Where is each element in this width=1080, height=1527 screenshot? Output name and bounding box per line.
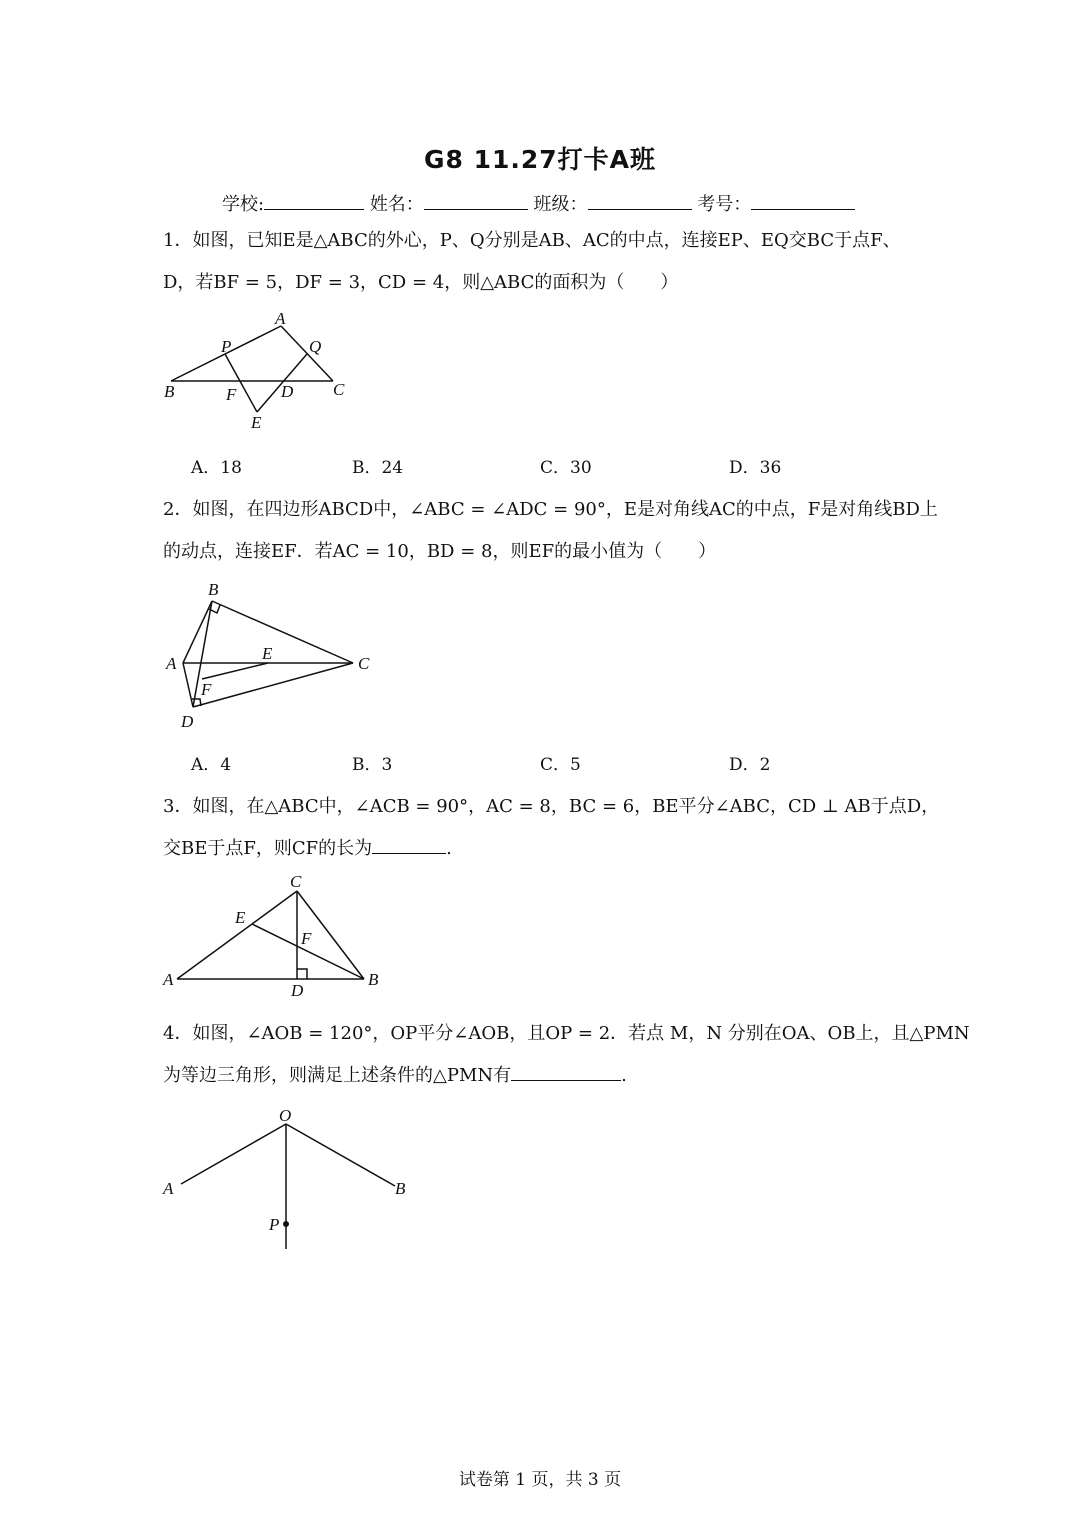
question-3-figure [155, 868, 395, 1008]
q1-label-a: A [275, 309, 286, 328]
q2-label-a: A [166, 654, 177, 673]
exam-no-blank [751, 191, 855, 210]
question-2-option-d[interactable]: D．2 [729, 755, 771, 775]
q2-label-c: C [358, 654, 370, 673]
school-label: 学校: [222, 194, 265, 215]
q1-label-p: P [221, 337, 232, 356]
name-label: 姓名： [369, 194, 424, 215]
question-1-figure [155, 308, 355, 438]
student-info-line [222, 190, 855, 216]
question-1-number: 1． [163, 230, 193, 251]
q1-label-b: B [164, 382, 175, 401]
q2-segment-dc [193, 663, 353, 707]
question-4-figure [155, 1100, 425, 1255]
class-blank [588, 191, 692, 210]
q2-label-b: B [208, 580, 219, 599]
question-2-text-1: 如图，在四边形ABCD中，∠ABC = ∠ADC = 90°，E是对角线AC的中点，F是对角线BD上 [192, 499, 938, 520]
question-2-line-1 [163, 495, 938, 521]
question-3-answer-blank[interactable] [372, 837, 446, 854]
question-1-line-1 [163, 226, 923, 252]
q3-segment-ac [177, 891, 297, 979]
name-blank [424, 191, 528, 210]
q1-segment-ac [281, 326, 333, 381]
q4-label-p: P [269, 1215, 280, 1234]
q1-label-q: Q [309, 337, 322, 356]
question-1-line-2: D，若BF = 5，DF = 3，CD = 4，则△ABC的面积为（ ） [163, 272, 679, 293]
question-4-text-2b: . [621, 1065, 627, 1086]
question-1-option-c[interactable]: C．30 [540, 458, 592, 478]
page-title: G8 11.27打卡A班 [423, 145, 657, 174]
question-3-line-1 [163, 792, 940, 818]
question-1-option-a[interactable]: A．18 [191, 458, 242, 478]
question-4-line-1 [163, 1019, 970, 1045]
q4-point-p [283, 1221, 289, 1227]
q3-label-a: A [163, 970, 174, 989]
question-3-line-2 [163, 834, 923, 860]
q4-ray-oa [181, 1124, 286, 1184]
class-label: 班级： [533, 194, 588, 215]
question-3-text-2b: . [446, 838, 452, 859]
question-3-number: 3． [163, 796, 193, 817]
question-3-text-2a: 交BE于点F，则CF的长为 [163, 838, 373, 859]
q4-ray-ob [286, 1124, 395, 1186]
question-1-option-b[interactable]: B．24 [352, 458, 404, 478]
q3-label-e: E [235, 908, 246, 927]
question-2-number: 2． [163, 499, 193, 520]
question-2-option-b[interactable]: B．3 [352, 755, 393, 775]
q3-label-b: B [368, 970, 379, 989]
q3-label-d: D [291, 981, 304, 1000]
q1-label-f: F [226, 385, 237, 404]
q2-label-f: F [201, 680, 212, 699]
question-4-line-2 [163, 1061, 923, 1087]
q3-label-f: F [301, 929, 312, 948]
q2-segment-ef [202, 663, 268, 679]
q4-label-b: B [395, 1179, 406, 1198]
q1-label-d: D [281, 382, 294, 401]
q2-label-e: E [262, 644, 273, 663]
question-3-text-1: 如图，在△ABC中，∠ACB = 90°，AC = 8，BC = 6，BE平分∠ABC，CD ⊥ AB于点D， [192, 796, 940, 817]
question-1-option-d[interactable]: D．36 [729, 458, 782, 478]
q2-segment-bc [212, 601, 353, 663]
question-2-figure [155, 575, 385, 735]
q1-label-c: C [333, 380, 345, 399]
school-blank [264, 191, 364, 210]
page-footer: 试卷第 1 页，共 3 页 [458, 1470, 622, 1490]
question-2-option-c[interactable]: C．5 [540, 755, 581, 775]
q3-right-angle-d [297, 969, 307, 979]
q4-label-o: O [279, 1106, 292, 1125]
question-2-line-2: 的动点，连接EF．若AC = 10，BD = 8，则EF的最小值为（ ） [163, 541, 717, 562]
question-2-option-a[interactable]: A．4 [191, 755, 232, 775]
question-1-text-1: 如图，已知E是△ABC的外心，P、Q分别是AB、AC的中点，连接EP、EQ交BC于点F、 [192, 230, 901, 251]
exam-no-label: 考号： [697, 194, 752, 215]
q3-label-c: C [290, 872, 302, 891]
question-4-number: 4． [163, 1023, 193, 1044]
q2-segment-ad [183, 663, 193, 707]
q4-label-a: A [163, 1179, 174, 1198]
question-4-answer-blank[interactable] [511, 1064, 621, 1081]
q2-segment-ab [183, 601, 212, 663]
question-4-text-1: 如图，∠AOB = 120°，OP平分∠AOB，且OP = 2．若点 M，N 分别在OA、OB上，且△PMN [192, 1023, 970, 1044]
question-4-text-2a: 为等边三角形，则满足上述条件的△PMN有 [163, 1065, 512, 1086]
q1-label-e: E [251, 413, 262, 432]
q2-label-d: D [181, 712, 194, 731]
